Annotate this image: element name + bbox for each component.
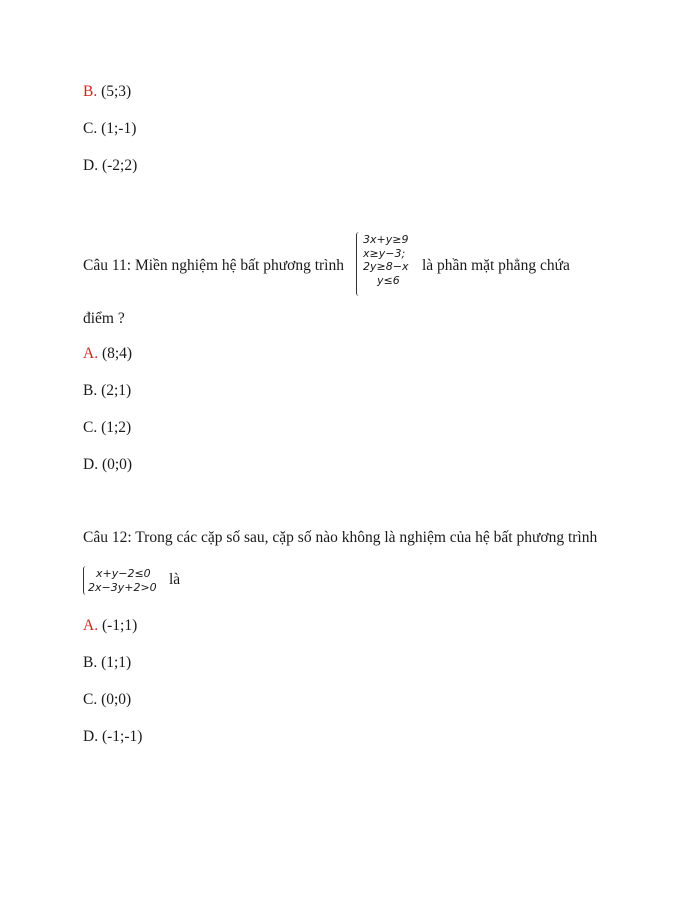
- q11-option-b: [83, 382, 131, 400]
- option-letter: C.: [83, 419, 98, 436]
- q12-option-a: [83, 617, 137, 635]
- option-text: (0;0): [97, 691, 132, 708]
- q11-option-a: [83, 345, 132, 363]
- option-text: (5;3): [97, 83, 132, 100]
- q11-suffix: là phần mặt phẳng chứa: [422, 257, 570, 274]
- option-text: (1;-1): [97, 120, 137, 137]
- q12-text: Câu 12: Trong các cặp số sau, cặp số nào không là nghiệm của hệ bất phương trình: [83, 529, 598, 546]
- q11-continuation: điểm ?: [83, 310, 125, 327]
- q11-prefix: Câu 11: Miền nghiệm hệ bất phương trình: [83, 257, 344, 274]
- q12-option-b: [83, 654, 131, 672]
- option-text: (2;1): [97, 382, 132, 399]
- option-letter: A.: [83, 617, 99, 634]
- option-text: (-2;2): [98, 157, 138, 174]
- option-d-prev: [83, 157, 137, 175]
- option-text: (1;2): [97, 419, 132, 436]
- option-letter: C.: [83, 691, 98, 708]
- q12-suffix: là: [169, 571, 181, 588]
- q12-option-c: [83, 691, 131, 709]
- q11-system-row: 2y≥8−x: [363, 260, 409, 273]
- brace: [356, 232, 361, 296]
- q11-system: [356, 232, 420, 298]
- option-letter: D.: [83, 728, 99, 745]
- option-letter: C.: [83, 120, 98, 137]
- option-letter: B.: [83, 654, 98, 671]
- q12-system-row: x+y−2≤0: [96, 567, 151, 580]
- q11-option-d: [83, 456, 132, 474]
- option-text: (0;0): [98, 456, 133, 473]
- option-text: (1;1): [97, 654, 132, 671]
- option-letter: B.: [83, 382, 98, 399]
- option-text: (-1;-1): [98, 728, 143, 745]
- option-c-prev: [83, 120, 136, 138]
- q11-system-row: 3x+y≥9: [363, 233, 409, 246]
- q11-system-row: y≤6: [377, 273, 400, 287]
- option-letter: D.: [83, 456, 99, 473]
- q11-system-row: x≥y−3;: [363, 246, 406, 260]
- q12-system: [83, 566, 173, 596]
- option-b-prev: [83, 83, 131, 101]
- q12-system-row: 2x−3y+2>0: [88, 580, 157, 594]
- option-letter: B.: [83, 83, 98, 100]
- option-letter: D.: [83, 157, 99, 174]
- q12-option-d: [83, 728, 142, 746]
- q11-option-c: [83, 419, 131, 437]
- option-text: (-1;1): [98, 617, 138, 634]
- option-letter: A.: [83, 345, 99, 362]
- option-text: (8;4): [98, 345, 133, 362]
